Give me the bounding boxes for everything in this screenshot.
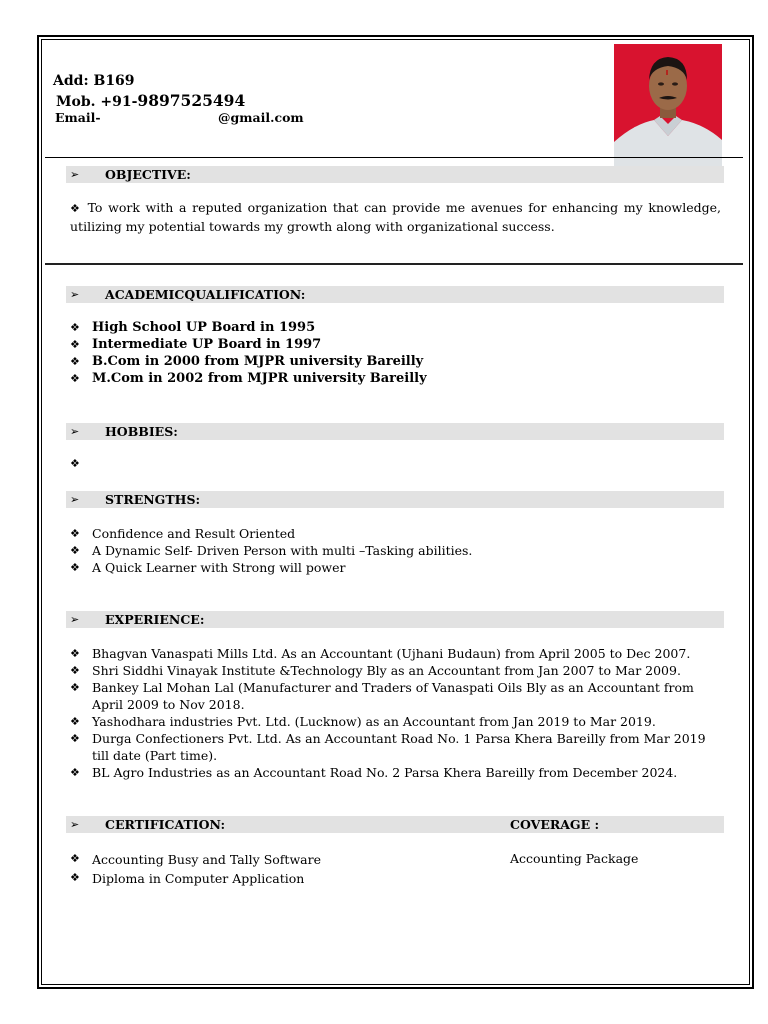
diamond-bullet-icon: ❖ [70,664,80,677]
academic-item: B.Com in 2000 from MJPR university Bareilly [92,354,424,369]
list-item [70,336,427,353]
list-item [70,764,725,781]
diamond-bullet-icon: ❖ [70,871,80,884]
section-title: OBJECTIVE: [105,167,191,182]
diamond-bullet-icon: ❖ [70,527,80,540]
objective-body: To work with a reputed organization that can provide me avenues for enhancing my knowledge, utilizing my potential towards my growth along with organizational success. [70,200,721,234]
diamond-bullet-icon: ❖ [70,544,80,557]
diamond-bullet-icon: ❖ [70,715,80,728]
mobile [56,91,304,110]
diamond-bullet-icon: ❖ [70,561,80,574]
certification-item: Accounting Busy and Tally Software [92,852,321,867]
section-title: STRENGTHS: [105,492,201,507]
diamond-bullet-icon: ❖ [70,647,80,660]
list-item [70,319,427,336]
profile-photo-illustration [614,44,722,166]
diamond-bullet-icon: ❖ [70,852,80,865]
arrow-bullet-icon: ➢ [70,613,80,626]
academic-list [70,319,427,387]
experience-item: Bankey Lal Mohan Lal (Manufacturer and Traders of Vanaspati Oils Bly as an Accountant from April 2009 to Nov 2018. [92,680,694,712]
academic-item: Intermediate UP Board in 1997 [92,337,322,352]
list-item [70,662,725,679]
strength-item: A Quick Learner with Strong will power [92,560,346,575]
arrow-bullet-icon: ➢ [70,818,80,831]
section-hobbies-header [66,423,724,440]
section-experience-header [66,611,724,628]
diamond-bullet-icon: ❖ [70,372,80,385]
diamond-bullet-icon: ❖ [70,681,80,694]
experience-list [70,645,725,781]
list-item [70,559,472,576]
diamond-bullet-icon: ❖ [70,321,80,334]
certification-list [70,850,321,888]
list-item [70,730,725,764]
contact-block [53,73,304,125]
certification-item: Diploma in Computer Application [92,871,305,886]
section-title: EXPERIENCE: [105,612,205,627]
email-prefix: Email- [55,110,101,125]
section-title: CERTIFICATION: [105,817,226,832]
strength-item: Confidence and Result Oriented [92,526,296,541]
diamond-bullet-icon: ❖ [70,338,80,351]
experience-item: BL Agro Industries as an Accountant Road No. 2 Parsa Khera Bareilly from December 2024. [92,765,678,780]
section-title: ACADEMICQUALIFICATION: [105,287,306,302]
objective-text [70,199,721,235]
list-item [70,645,725,662]
address: Add: B169 [53,73,135,89]
strength-item: A Dynamic Self- Driven Person with multi –Tasking abilities. [92,543,473,558]
experience-item: Durga Confectioners Pvt. Ltd. As an Accountant Road No. 1 Parsa Khera Bareilly from Mar 2019 till date (Part time). [92,731,706,763]
list-item [70,353,427,370]
academic-item: High School UP Board in 1995 [92,320,316,335]
arrow-bullet-icon: ➢ [70,168,80,181]
objective-divider [45,263,743,265]
list-item [70,525,472,542]
arrow-bullet-icon: ➢ [70,425,80,438]
email [55,110,304,125]
diamond-bullet-icon: ❖ [70,355,80,368]
mobile-number: 9897525494 [137,91,246,110]
list-item [70,850,321,869]
academic-item: M.Com in 2002 from MJPR university Bareilly [92,371,427,386]
diamond-bullet-icon: ❖ [70,732,80,745]
section-strengths-header [66,491,724,508]
section-objective-header [66,166,724,183]
section-title: HOBBIES: [105,424,178,439]
arrow-bullet-icon: ➢ [70,493,80,506]
list-item [70,713,725,730]
experience-item: Bhagvan Vanaspati Mills Ltd. As an Accountant (Ujhani Budaun) from April 2005 to Dec 2007. [92,646,691,661]
list-item [70,869,321,888]
diamond-bullet-icon: ❖ [70,202,82,215]
list-item [70,679,725,713]
list-item [70,542,472,559]
mobile-prefix: Mob. +91- [56,94,138,110]
experience-item: Shri Siddhi Vinayak Institute &Technology Bly as an Accountant from Jan 2007 to Mar 2009. [92,663,681,678]
section-certification-header [66,816,724,833]
diamond-bullet-icon: ❖ [70,766,80,779]
arrow-bullet-icon: ➢ [70,288,80,301]
header-divider [45,157,743,158]
coverage-title: COVERAGE : [510,817,600,832]
email-suffix: @gmail.com [218,110,304,125]
section-academic-header [66,286,724,303]
diamond-bullet-icon: ❖ [70,457,80,470]
experience-item: Yashodhara industries Pvt. Ltd. (Lucknow) as an Accountant from Jan 2019 to Mar 2019. [92,714,656,729]
coverage-value: Accounting Package [510,851,639,866]
profile-photo [614,44,722,166]
list-item [70,370,427,387]
strengths-list [70,525,472,576]
